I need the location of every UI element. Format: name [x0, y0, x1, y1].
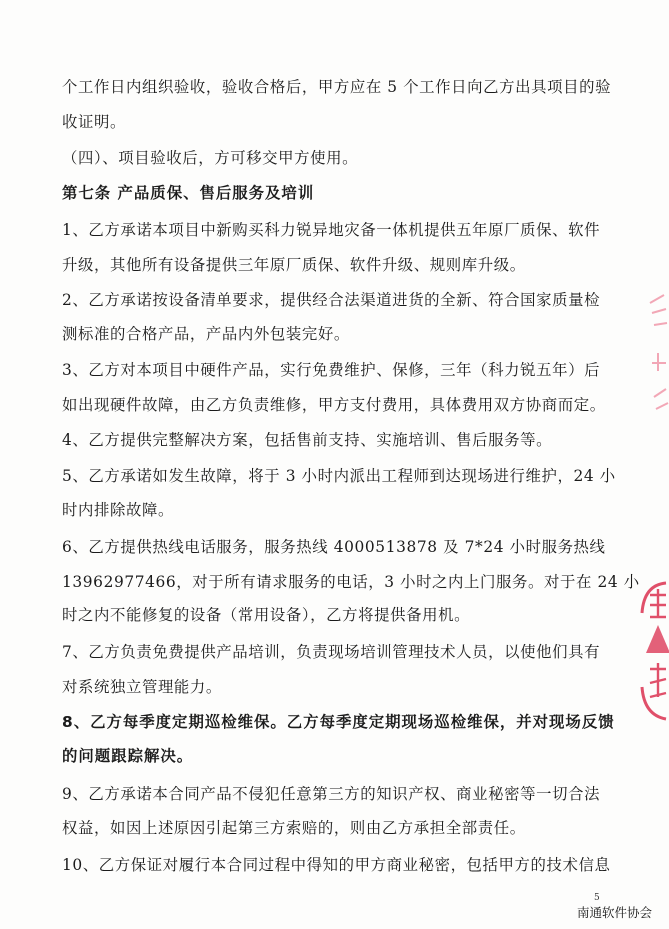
text-line: 1、乙方承诺本项目中新购买科力锐异地灾备一体机提供五年原厂质保、软件	[62, 221, 601, 239]
text-line: 升级，其他所有设备提供三年原厂质保、软件升级、规则库升级。	[62, 256, 526, 274]
text-line: 时内排除故障。	[62, 501, 174, 519]
text-line: 4、乙方提供完整解决方案，包括售前支持、实施培训、售后服务等。	[62, 431, 553, 449]
footer-label: 南通软件协会	[577, 905, 653, 920]
text-line-bold: 8、乙方每季度定期巡检维保。乙方每季度定期现场巡检维保，并对现场反馈	[62, 713, 615, 731]
text-line: 如出现硬件故障，由乙方负责维修，甲方支付费用，具体费用双方协商而定。	[62, 396, 606, 414]
text-line: 测标准的合格产品，产品内外包装完好。	[62, 325, 350, 343]
text-line: 对系统独立管理能力。	[62, 678, 222, 696]
red-seal-stamp-icon	[636, 575, 669, 725]
text-line: （四）、项目验收后，方可移交甲方使用。	[62, 149, 359, 167]
text-line: 10、乙方保证对履行本合同过程中得知的甲方商业秘密，包括甲方的技术信息	[62, 856, 611, 874]
text-line: 9、乙方承诺本合同产品不侵犯任意第三方的知识产权、商业秘密等一切合法	[62, 785, 601, 803]
text-line: 5、乙方承诺如发生故障，将于 3 小时内派出工程师到达现场进行维护，24 小	[62, 467, 616, 485]
text-line: 13962977466，对于所有请求服务的电话，3 小时之内上门服务。对于在 24 小	[62, 573, 640, 591]
text-line: 7、乙方负责免费提供产品培训，负责现场培训管理技术人员，以使他们具有	[62, 643, 601, 661]
text-line: 6、乙方提供热线电话服务，服务热线 4000513878 及 7*24 小时服务热线	[62, 538, 606, 556]
page-number: 5	[594, 893, 600, 903]
text-line: 时之内不能修复的设备（常用设备），乙方将提供备用机。	[62, 606, 471, 624]
text-line: 个工作日内组织验收，验收合格后，甲方应在 5 个工作日向乙方出具项目的验	[62, 78, 612, 96]
text-line: 2、乙方承诺按设备清单要求，提供经合法渠道进货的全新、符合国家质量检	[62, 291, 601, 309]
partial-seal-stamp-icon	[640, 285, 669, 435]
text-line: 权益，如因上述原因引起第三方索赔的，则由乙方承担全部责任。	[62, 819, 526, 837]
text-line: 3、乙方对本项目中硬件产品，实行免费维护、保修，三年（科力锐五年）后	[62, 361, 601, 379]
text-line-bold: 的问题跟踪解决。	[62, 747, 194, 765]
section-heading: 第七条 产品质保、售后服务及培训	[62, 184, 315, 202]
text-line: 收证明。	[62, 113, 126, 131]
